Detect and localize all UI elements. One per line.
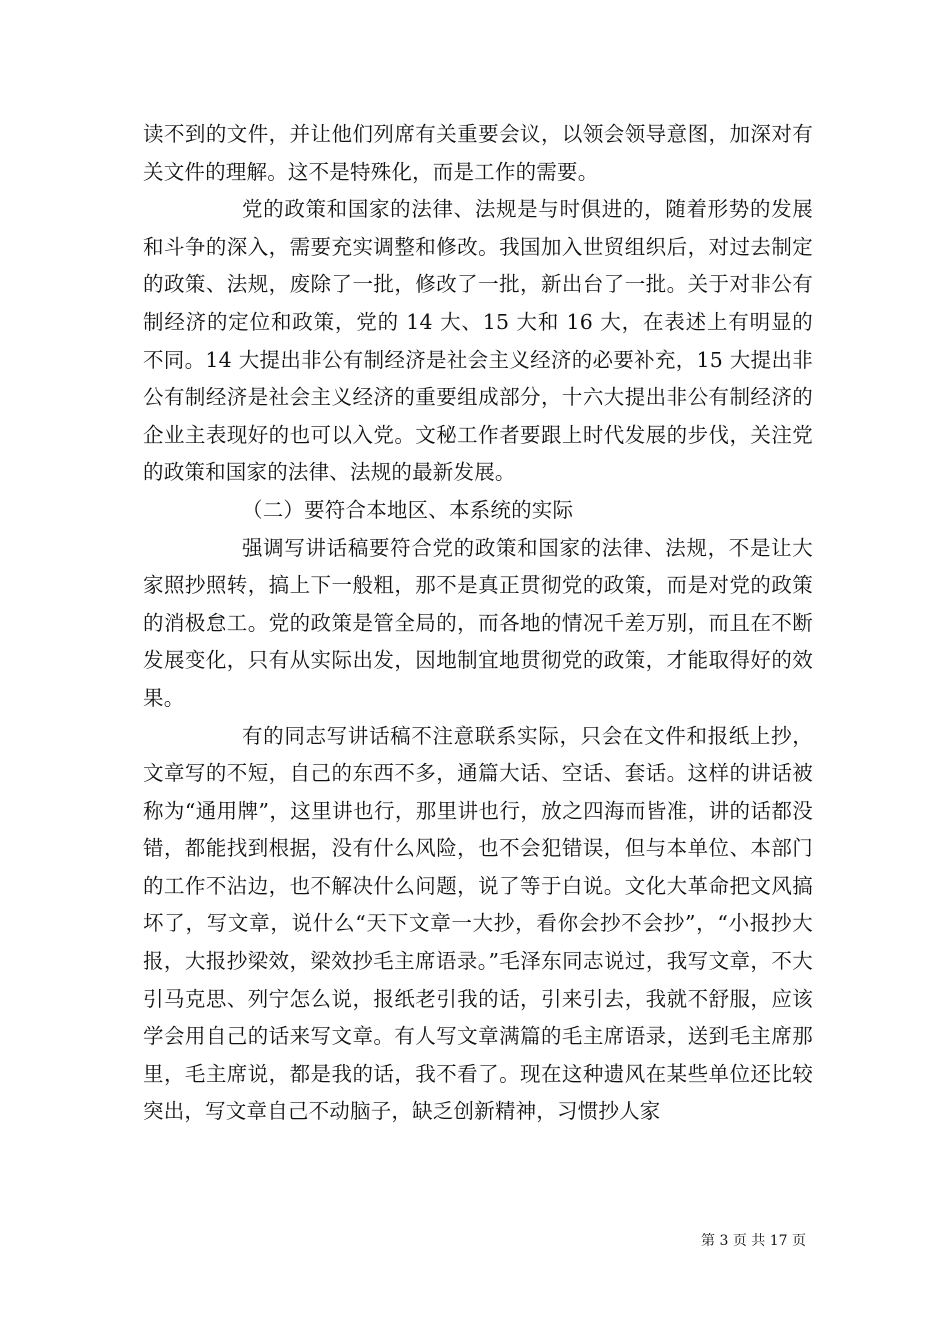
section-heading: （二）要符合本地区、本系统的实际 [242, 497, 574, 522]
body-text [143, 116, 813, 1131]
paragraph-policy-evolution: 党的政策和国家的法律、法规是与时俱进的，随着形势的发展和斗争的深入，需要充实调整和修改。我国加入世贸组织后，对过去制定的政策、法规，废除了一批，修改了一批，新出台了一批。关于对非公有制经济的定位和政策，党的 14 大、15 大和 16 大，在表述上有明显的不同。14 大提出非公有制经济是社会主义经济的必要补充，15 大提出非公有制经济是社会主义经济的重要组成部分，十六大提出非公有制经济的企业主表现好的也可以入党。文秘工作者要跟上时代发展的步伐，关注党的政策和国家的法律、法规的最新发展。 [143, 197, 813, 485]
paragraph-continuation: 读不到的文件，并让他们列席有关重要会议，以领会领导意图，加深对有关文件的理解。这不是特殊化，而是工作的需要。 [143, 122, 813, 184]
paragraph-local-reality: 强调写讲话稿要符合党的政策和国家的法律、法规，不是让大家照抄照转，搞上下一般粗，那不是真正贯彻党的政策，而是对党的政策的消极怠工。党的政策是管全局的，而各地的情况千差万别，而且在不断发展变化，只有从实际出发，因地制宜地贯彻党的政策，才能取得好的效果。 [143, 535, 813, 710]
page-number: 第 3 页 共 17 页 [701, 1233, 806, 1249]
paragraph-copying-critique: 有的同志写讲话稿不注意联系实际，只会在文件和报纸上抄，文章写的不短，自己的东西不多，通篇大话、空话、套话。这样的讲话被称为“通用牌”，这里讲也行，那里讲也行，放之四海而皆准，讲的话都没错，都能找到根据，没有什么风险，也不会犯错误，但与本单位、本部门的工作不沾边，也不解决什么问题，说了等于白说。文化大革命把文风搞坏了，写文章，说什么“天下文章一大抄，看你会抄不会抄”，“小报抄大报，大报抄梁效，梁效抄毛主席语录。”毛泽东同志说过，我写文章，不大引马克思、列宁怎么说，报纸老引我的话，引来引去，我就不舒服，应该学会用自己的话来写文章。有人写文章满篇的毛主席语录，送到毛主席那里，毛主席说，都是我的话，我不看了。现在这种遗风在某些单位还比较突出，写文章自己不动脑子，缺乏创新精神，习惯抄人家 [143, 723, 813, 1124]
